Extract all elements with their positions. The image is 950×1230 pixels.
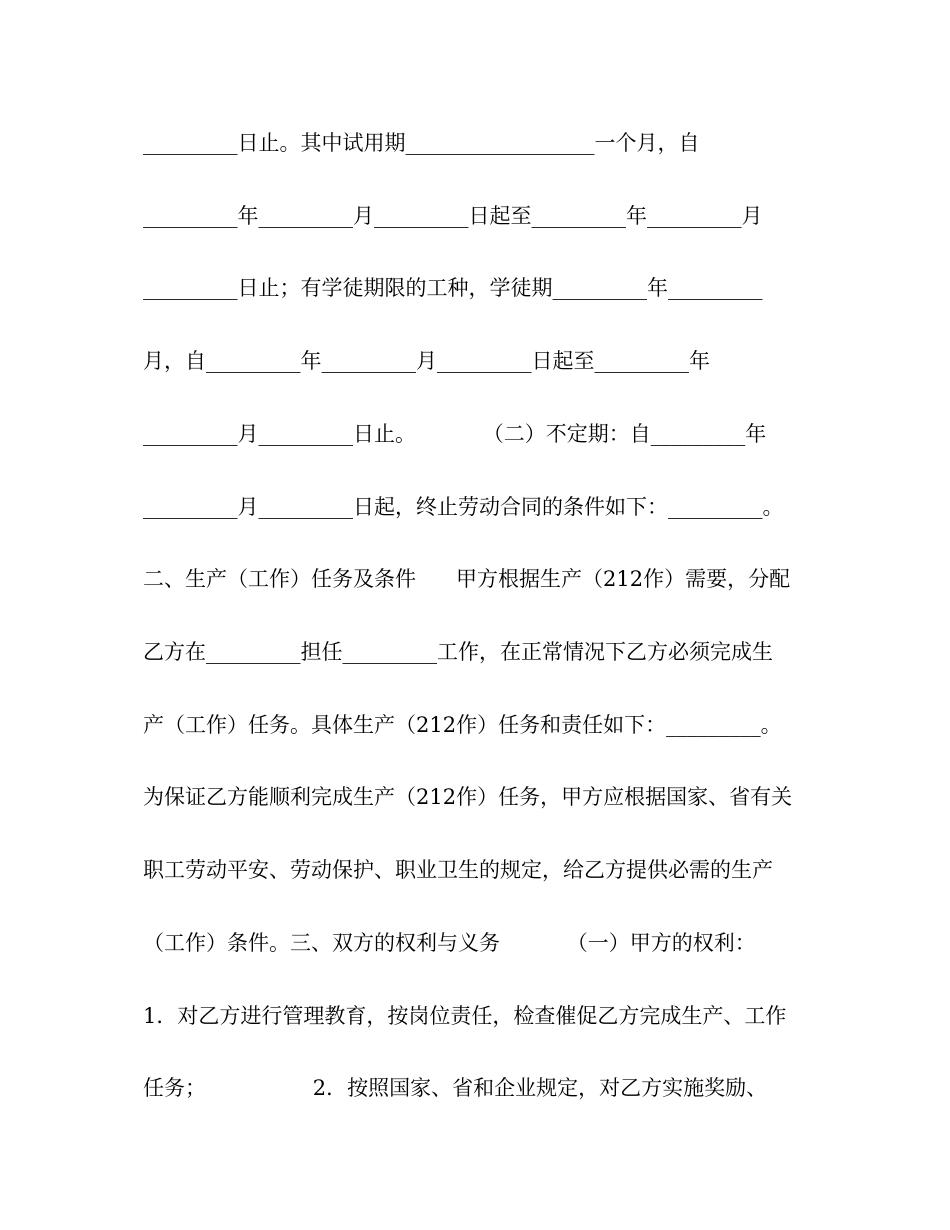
text-line: _________日止。其中试用期__________________一个月，自 [143,131,700,155]
section-heading-line: （工作）条件。三、双方的权利与义务 （一）甲方的权利： [143,931,756,955]
text-line: 乙方在_________担任_________工作，在正常情况下乙方必须完成生 [143,640,773,664]
text-line: 月，自_________年_________月_________日起至_________年 [143,349,710,373]
text-line: 1．对乙方进行管理教育，按岗位责任，检查催促乙方完成生产、工作 [143,1004,787,1028]
text-line: _________月_________日止。 （二）不定期：自_________年 [143,422,767,446]
text-line: _________月_________日起，终止劳动合同的条件如下：_________。 [143,495,784,519]
section-heading-line: 二、生产（工作）任务及条件 甲方根据生产（212作）需要，分配 [143,567,791,591]
text-line: 为保证乙方能顺利完成生产（212作）任务，甲方应根据国家、省有关 [143,785,793,809]
text-line: 产（工作）任务。具体生产（212作）任务和责任如下：_________。 [143,713,782,737]
text-line: 任务； 2．按照国家、省和企业规定，对乙方实施奖励、 [143,1076,768,1100]
text-line: _________年_________月_________日起至_________年_________月 [143,204,763,228]
text-line: _________日止；有学徒期限的工种，学徒期_________年_________ [143,276,763,300]
text-line: 职工劳动平安、劳动保护、职业卫生的规定，给乙方提供必需的生产 [143,858,773,882]
